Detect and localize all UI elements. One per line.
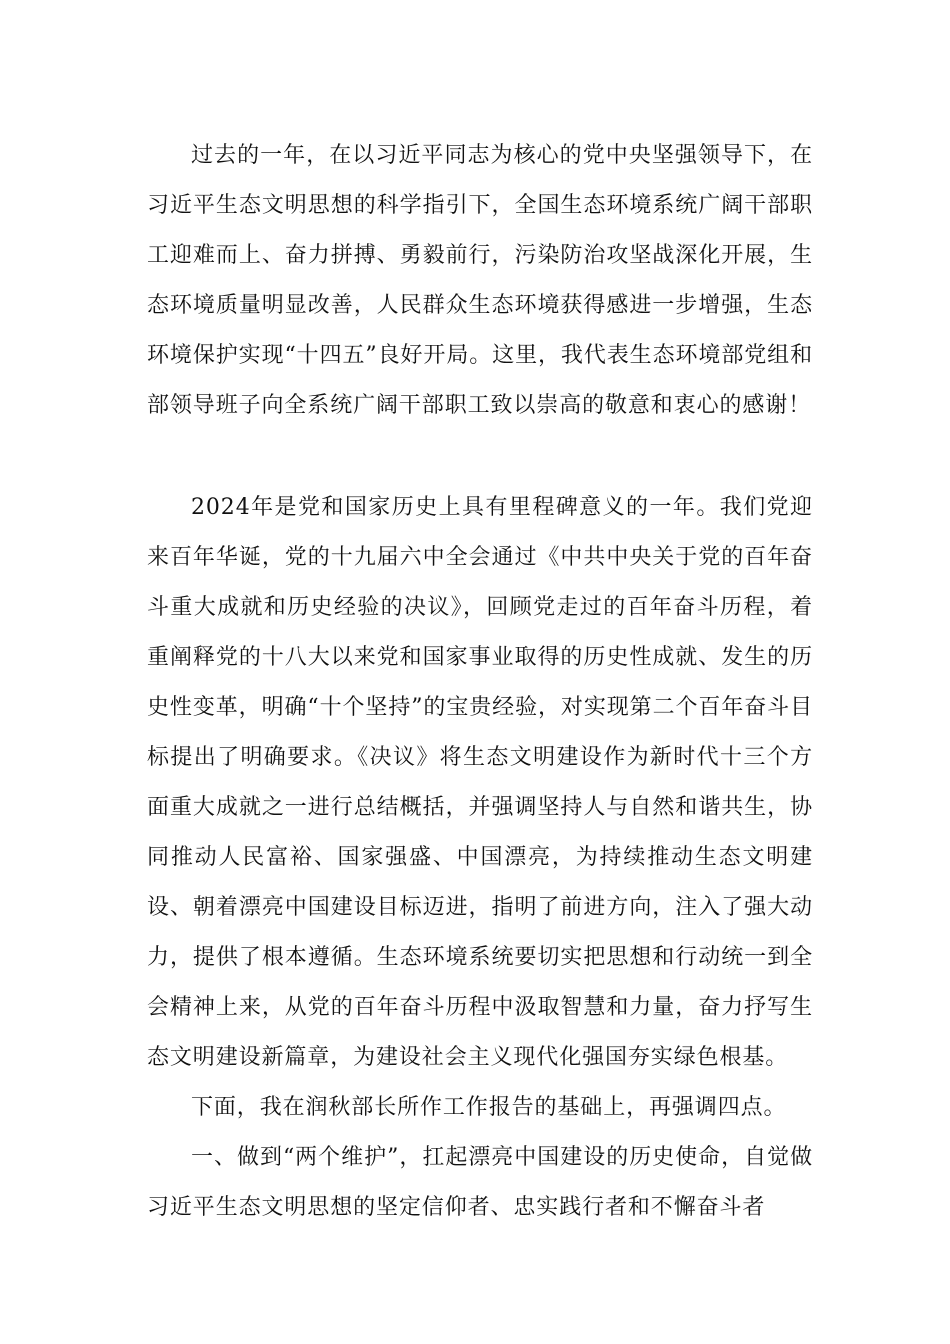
paragraph-2: 2024年是党和国家历史上具有里程碑意义的一年。我们党迎来百年华诞，党的十九届六中全会通过《中共中央关于党的百年奋斗重大成就和历史经验的决议》，回顾党走过的百年奋斗历程，着重阐释党的十八大以来党和国家事业取得的历史性成就、发生的历史性变革，明确“十个坚持”的宝贵经验，对实现第二个百年奋斗目标提出了明确要求。《决议》将生态文明建设作为新时代十三个方面重大成就之一进行总结概括，并强调坚持人与自然和谐共生，协同推动人民富裕、国家强盛、中国漂亮，为持续推动生态文明建设、朝着漂亮中国建设目标迈进，指明了前进方向，注入了强大动力，提供了根本遵循。生态环境系统要切实把思想和行动统一到全会精神上来，从党的百年奋斗历程中汲取智慧和力量，奋力抒写生态文明建设新篇章，为建设社会主义现代化强国夯实绿色根基。 <box>147 495 813 1070</box>
document-body <box>147 131 813 1233</box>
paragraph-1: 过去的一年，在以习近平同志为核心的党中央坚强领导下，在习近平生态文明思想的科学指引下，全国生态环境系统广阔干部职工迎难而上、奋力拼搏、勇毅前行，污染防治攻坚战深化开展，生态环境质量明显改善，人民群众生态环境获得感进一步增强，生态环境保护实现“十四五”良好开局。这里，我代表生态环境部党组和部领导班子向全系统广阔干部职工致以崇高的敬意和衷心的感谢！ <box>147 143 813 418</box>
section-heading-1: 一、做到“两个维护”，扛起漂亮中国建设的历史使命，自觉做习近平生态文明思想的坚定信仰者、忠实践行者和不懈奋斗者 <box>147 1145 813 1220</box>
paragraph-3: 下面，我在润秋部长所作工作报告的基础上，再强调四点。 <box>191 1095 787 1120</box>
